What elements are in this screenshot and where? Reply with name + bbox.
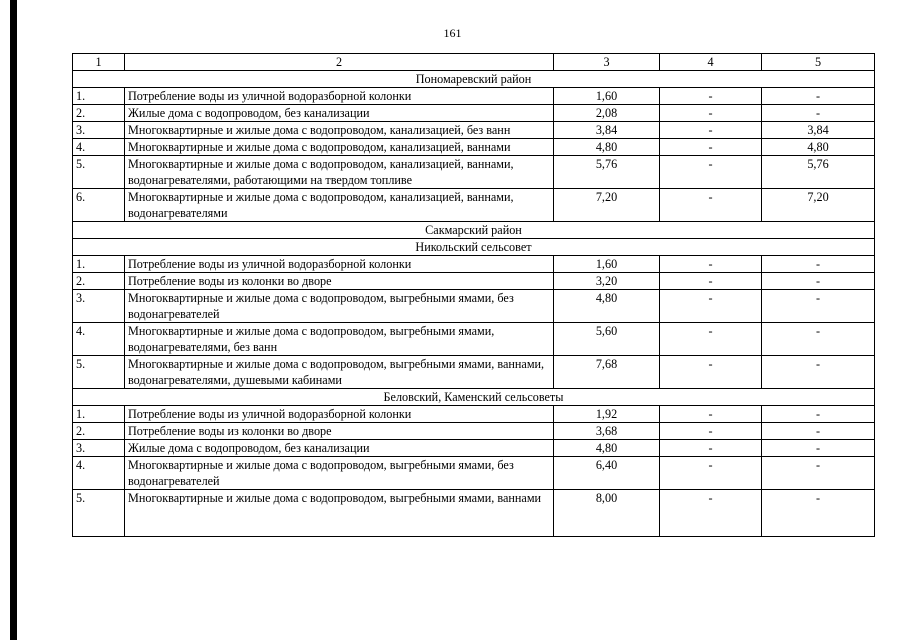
section-row [73, 222, 875, 239]
section-title: Никольский сельсовет [73, 239, 875, 256]
row-description: Многоквартирные и жилые дома с водопроводом, выгребными ямами, ваннами, водонагревателями, душевыми кабинами [125, 356, 554, 389]
row-description: Многоквартирные и жилые дома с водопроводом, канализацией, ваннами [125, 139, 554, 156]
row-value-col4: - [660, 457, 762, 490]
row-number: 1. [73, 406, 125, 423]
row-value-col4: - [660, 156, 762, 189]
table-row [73, 290, 875, 323]
row-description: Потребление воды из уличной водоразборной колонки [125, 88, 554, 105]
row-description: Потребление воды из колонки во дворе [125, 423, 554, 440]
section-title: Пономаревский район [73, 71, 875, 88]
table-row [73, 273, 875, 290]
row-number: 4. [73, 139, 125, 156]
row-value-col5: - [762, 423, 875, 440]
table-row [73, 356, 875, 389]
row-description: Многоквартирные и жилые дома с водопроводом, канализацией, без ванн [125, 122, 554, 139]
row-value-col3: 4,80 [554, 440, 660, 457]
row-value-col4: - [660, 273, 762, 290]
row-number: 1. [73, 88, 125, 105]
row-value-col3: 4,80 [554, 139, 660, 156]
row-description: Потребление воды из уличной водоразборной колонки [125, 256, 554, 273]
page-number: 161 [443, 26, 462, 40]
row-number: 4. [73, 457, 125, 490]
row-value-col5: - [762, 256, 875, 273]
row-value-col4: - [660, 105, 762, 122]
row-description: Многоквартирные и жилые дома с водопроводом, выгребными ямами, ваннами [125, 490, 554, 537]
row-value-col5: - [762, 323, 875, 356]
row-value-col4: - [660, 189, 762, 222]
row-number: 5. [73, 156, 125, 189]
row-description: Многоквартирные и жилые дома с водопроводом, канализацией, ваннами, водонагревателями [125, 189, 554, 222]
row-number: 2. [73, 273, 125, 290]
header-col-3: 3 [554, 54, 660, 71]
row-value-col5: 3,84 [762, 122, 875, 139]
table-row [73, 256, 875, 273]
row-description: Многоквартирные и жилые дома с водопроводом, выгребными ямами, водонагревателями, без ванн [125, 323, 554, 356]
row-number: 4. [73, 323, 125, 356]
row-number: 5. [73, 356, 125, 389]
row-value-col5: - [762, 290, 875, 323]
header-col-5: 5 [762, 54, 875, 71]
row-value-col4: - [660, 490, 762, 537]
row-value-col4: - [660, 122, 762, 139]
table-row [73, 88, 875, 105]
row-value-col5: 4,80 [762, 139, 875, 156]
row-value-col4: - [660, 290, 762, 323]
row-value-col5: 5,76 [762, 156, 875, 189]
row-value-col3: 3,84 [554, 122, 660, 139]
row-number: 2. [73, 423, 125, 440]
row-number: 1. [73, 256, 125, 273]
row-value-col3: 5,76 [554, 156, 660, 189]
row-value-col3: 7,20 [554, 189, 660, 222]
row-description: Потребление воды из уличной водоразборной колонки [125, 406, 554, 423]
row-value-col5: - [762, 457, 875, 490]
row-value-col3: 1,92 [554, 406, 660, 423]
row-description: Жилые дома с водопроводом, без канализации [125, 440, 554, 457]
row-value-col5: 7,20 [762, 189, 875, 222]
row-description: Потребление воды из колонки во дворе [125, 273, 554, 290]
row-value-col4: - [660, 256, 762, 273]
header-col-2: 2 [125, 54, 554, 71]
table-row [73, 323, 875, 356]
row-value-col5: - [762, 105, 875, 122]
row-number: 3. [73, 122, 125, 139]
header-col-1: 1 [73, 54, 125, 71]
header-col-4: 4 [660, 54, 762, 71]
row-description: Многоквартирные и жилые дома с водопроводом, канализацией, ваннами, водонагревателями, работающими на твердом топливе [125, 156, 554, 189]
section-title: Беловский, Каменский сельсоветы [73, 389, 875, 406]
row-number: 3. [73, 440, 125, 457]
row-value-col5: - [762, 406, 875, 423]
row-value-col5: - [762, 440, 875, 457]
row-number: 5. [73, 490, 125, 537]
row-number: 2. [73, 105, 125, 122]
row-description: Многоквартирные и жилые дома с водопроводом, выгребными ямами, без водонагревателей [125, 290, 554, 323]
section-row [73, 71, 875, 88]
row-value-col4: - [660, 139, 762, 156]
row-value-col4: - [660, 423, 762, 440]
table-row [73, 406, 875, 423]
table-row [73, 139, 875, 156]
scan-edge-shadow [10, 0, 17, 640]
row-value-col3: 8,00 [554, 490, 660, 537]
table-row [73, 156, 875, 189]
row-value-col5: - [762, 88, 875, 105]
row-value-col3: 5,60 [554, 323, 660, 356]
table-row [73, 440, 875, 457]
row-number: 6. [73, 189, 125, 222]
table-row [73, 457, 875, 490]
row-value-col3: 1,60 [554, 256, 660, 273]
table-header-row [73, 54, 875, 71]
row-value-col3: 6,40 [554, 457, 660, 490]
row-value-col5: - [762, 356, 875, 389]
water-consumption-table [72, 53, 875, 537]
row-value-col3: 4,80 [554, 290, 660, 323]
row-value-col3: 3,68 [554, 423, 660, 440]
row-value-col4: - [660, 323, 762, 356]
row-value-col4: - [660, 440, 762, 457]
row-value-col3: 1,60 [554, 88, 660, 105]
row-value-col4: - [660, 356, 762, 389]
section-row [73, 389, 875, 406]
row-value-col4: - [660, 406, 762, 423]
row-value-col5: - [762, 273, 875, 290]
table-row [73, 105, 875, 122]
row-value-col3: 7,68 [554, 356, 660, 389]
table-row [73, 189, 875, 222]
row-value-col5: - [762, 490, 875, 537]
row-value-col4: - [660, 88, 762, 105]
row-description: Многоквартирные и жилые дома с водопроводом, выгребными ямами, без водонагревателей [125, 457, 554, 490]
row-number: 3. [73, 290, 125, 323]
row-description: Жилые дома с водопроводом, без канализации [125, 105, 554, 122]
table-row [73, 490, 875, 537]
section-title: Сакмарский район [73, 222, 875, 239]
row-value-col3: 3,20 [554, 273, 660, 290]
table-row [73, 423, 875, 440]
row-value-col3: 2,08 [554, 105, 660, 122]
table-row [73, 122, 875, 139]
section-row [73, 239, 875, 256]
